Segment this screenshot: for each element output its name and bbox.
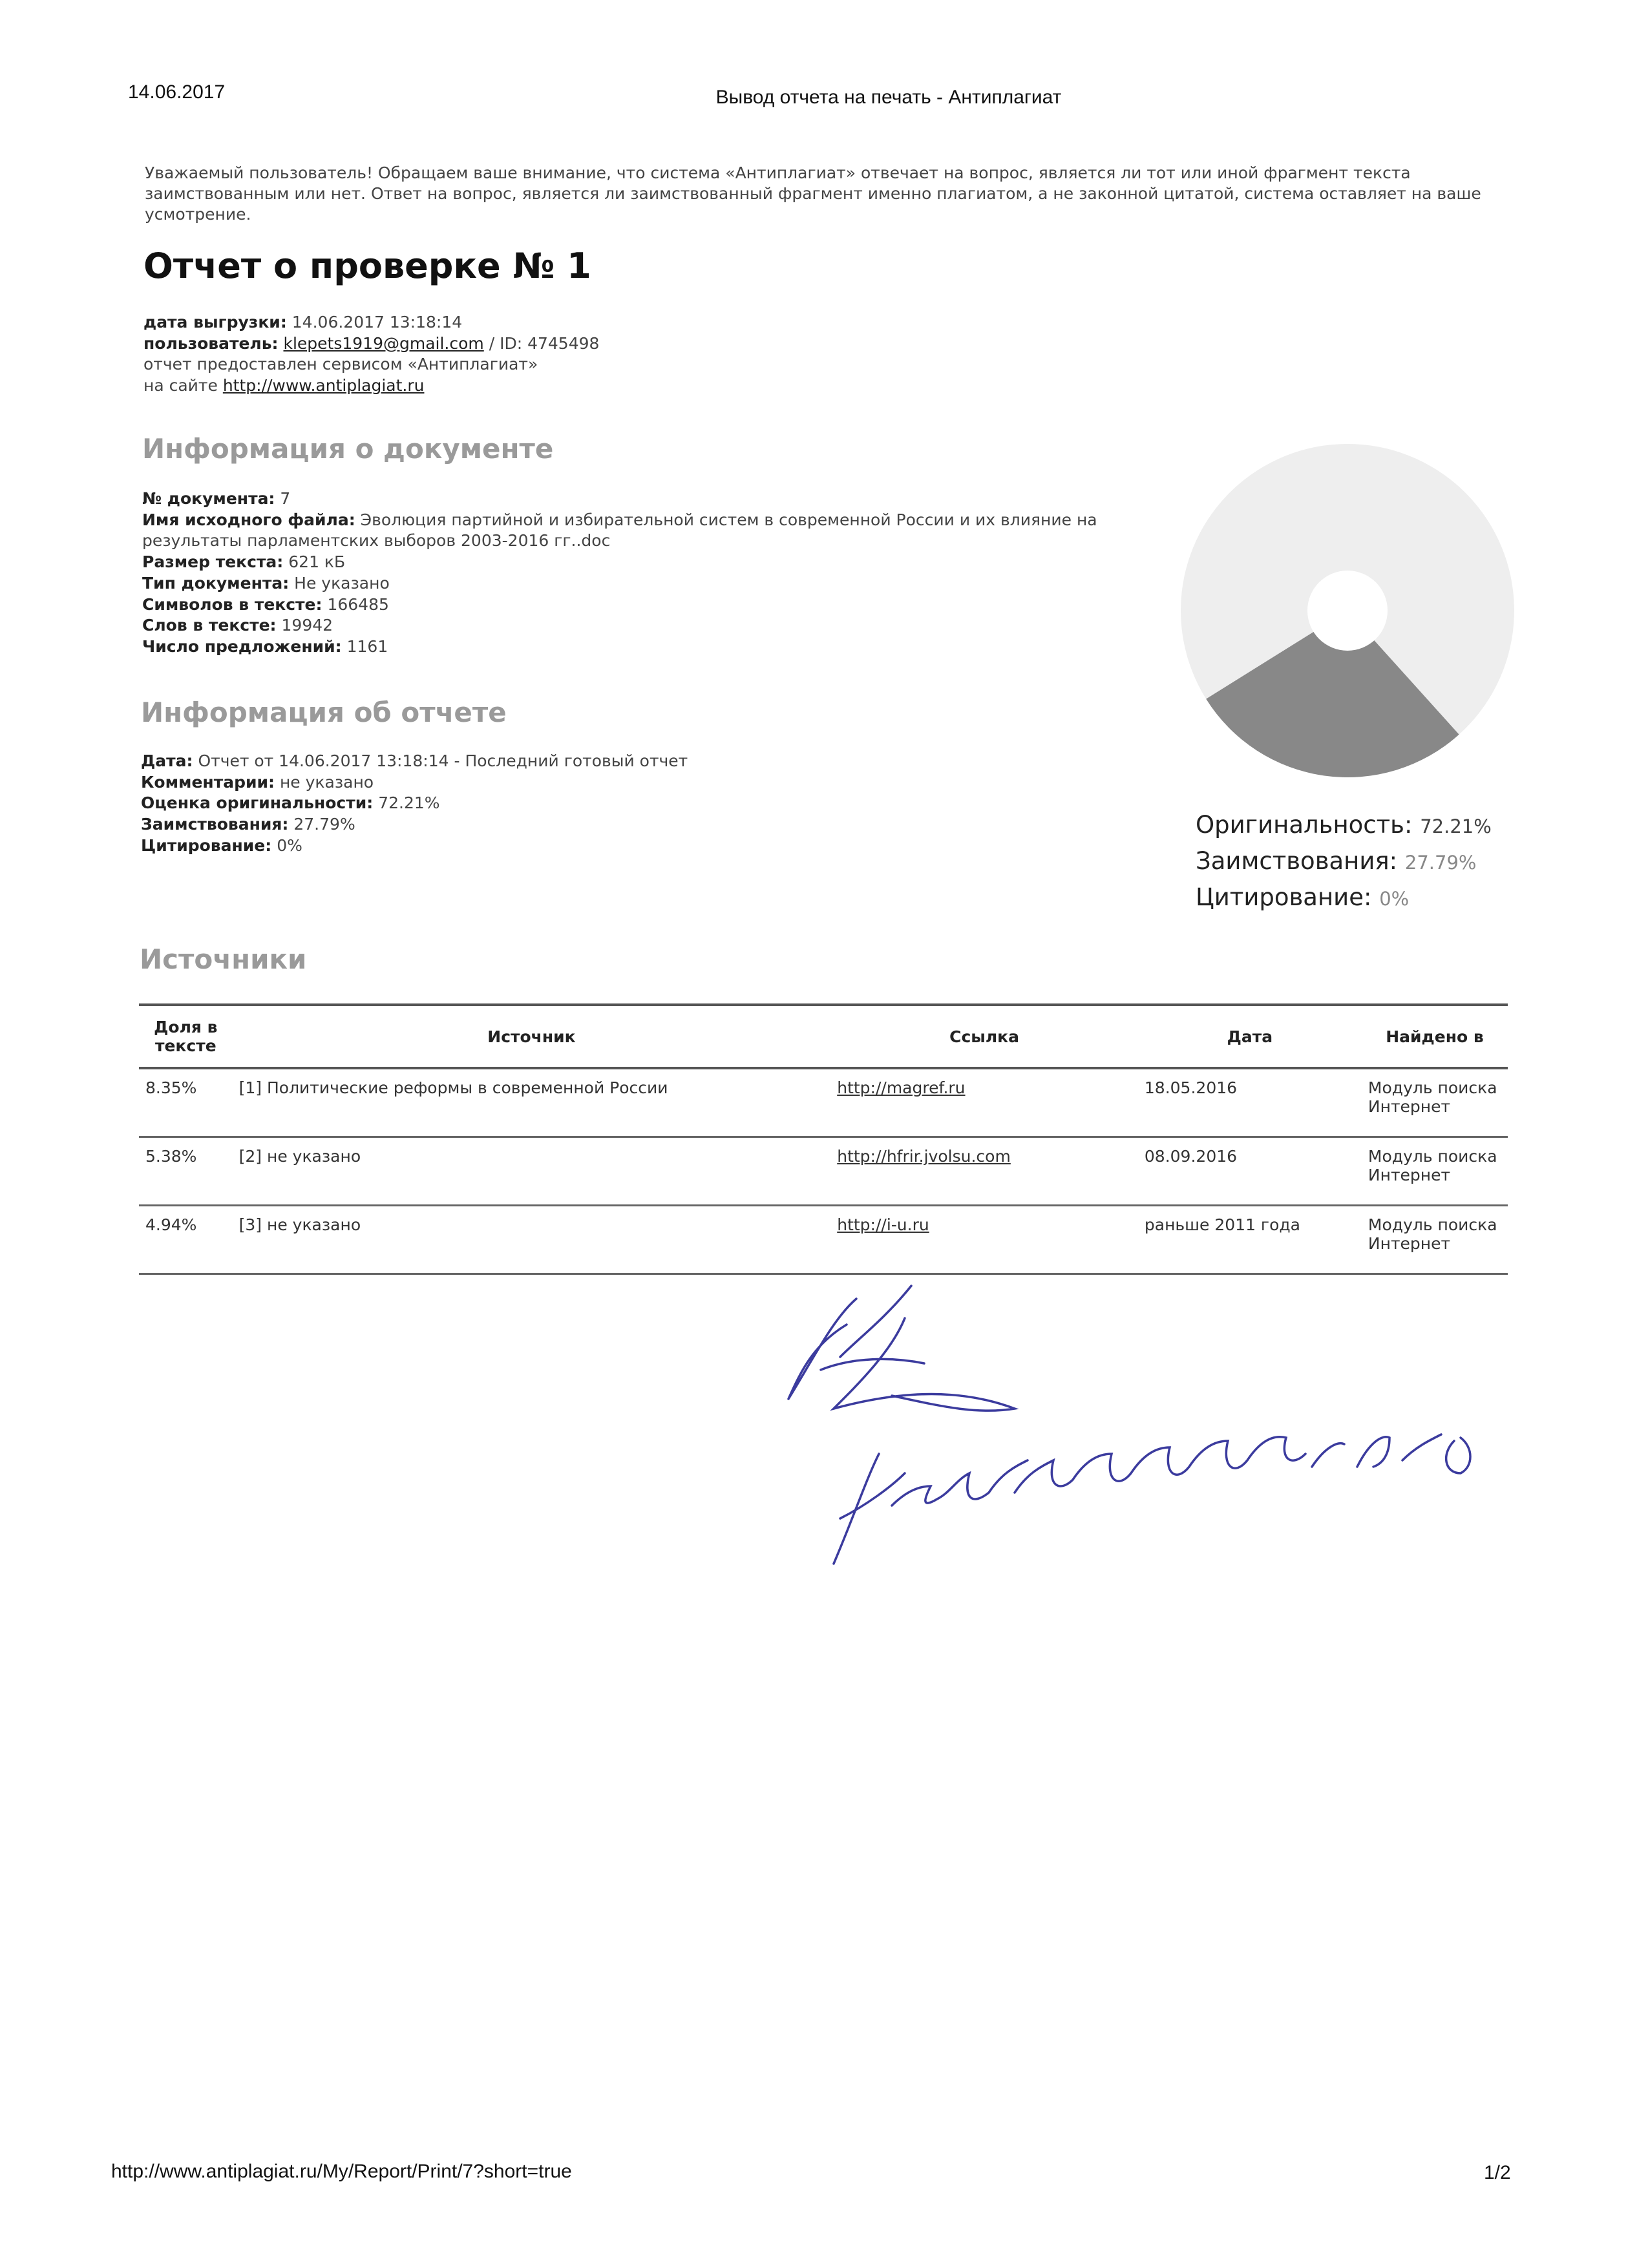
legend-value: 0% [1379, 888, 1410, 910]
source-cell: [3] не указано [233, 1206, 831, 1274]
column-header: Ссылка [830, 1005, 1138, 1068]
report-meta [143, 312, 599, 397]
originality-pie-chart [1176, 439, 1519, 782]
found-in-cell: Модуль поиска Интернет [1362, 1206, 1508, 1274]
info-value: Отчет от 14.06.2017 13:18:14 - Последний готовый отчет [198, 751, 688, 770]
info-label: Тип документа: [142, 573, 290, 593]
info-value: Не указано [294, 573, 390, 593]
info-label: Число предложений: [142, 636, 342, 656]
info-label: Оценка оригинальности: [141, 793, 374, 813]
legend-item [1196, 808, 1492, 844]
info-row [142, 615, 1125, 636]
info-value: 1161 [346, 636, 388, 656]
info-value: 72.21% [378, 793, 440, 813]
info-value: 166485 [327, 594, 389, 614]
info-row [141, 751, 1110, 772]
meta-label: дата выгрузки: [143, 313, 287, 331]
info-value: 27.79% [293, 815, 355, 834]
share-cell: 4.94% [139, 1206, 233, 1274]
date-cell: раньше 2011 года [1138, 1206, 1362, 1274]
table-row [139, 1068, 1508, 1137]
info-row [142, 594, 1125, 616]
report-info-list [141, 751, 1110, 857]
info-label: Цитирование: [141, 835, 272, 855]
link-cell [830, 1068, 1138, 1137]
found-in-cell: Модуль поиска Интернет [1362, 1068, 1508, 1137]
footer-page-number: 1/2 [1484, 2162, 1511, 2183]
legend-value: 72.21% [1420, 815, 1492, 837]
pie-legend [1196, 808, 1492, 916]
report-info-heading: Информация об отчете [141, 697, 507, 728]
source-link[interactable]: http://magref.ru [837, 1078, 966, 1097]
legend-item [1196, 844, 1492, 880]
date-cell: 18.05.2016 [1138, 1068, 1362, 1137]
handwritten-signature [743, 1260, 1551, 1609]
found-in-cell: Модуль поиска Интернет [1362, 1137, 1508, 1206]
info-row [142, 488, 1125, 510]
sources-table [139, 1003, 1508, 1275]
info-row [141, 814, 1110, 835]
share-cell: 5.38% [139, 1137, 233, 1206]
info-row [141, 793, 1110, 814]
source-link[interactable]: http://hfrir.jvolsu.com [837, 1147, 1011, 1166]
doc-info-heading: Информация о документе [142, 433, 554, 465]
share-cell: 8.35% [139, 1068, 233, 1137]
info-label: Заимствования: [141, 815, 289, 834]
source-cell: [1] Политические реформы в современной России [233, 1068, 831, 1137]
sources-heading: Источники [140, 943, 307, 975]
date-cell: 08.09.2016 [1138, 1137, 1362, 1206]
report-title: Отчет о проверке № 1 [143, 246, 591, 286]
column-header: Доля в тексте [139, 1005, 233, 1068]
info-label: Дата: [141, 751, 193, 770]
info-value: 7 [280, 489, 291, 508]
export-date: 14.06.2017 13:18:14 [291, 313, 463, 331]
info-label: Имя исходного файла: [142, 510, 355, 529]
legend-value: 27.79% [1404, 852, 1477, 874]
print-title: Вывод отчета на печать - Антиплагиат [715, 87, 1062, 108]
info-label: Размер текста: [142, 552, 284, 572]
info-row [141, 835, 1110, 857]
footer-url: http://www.antiplagiat.ru/My/Report/Print/7?short=true [111, 2161, 572, 2182]
source-link[interactable]: http://i-u.ru [837, 1215, 929, 1234]
site-label: на сайте [143, 376, 218, 395]
info-value: не указано [279, 772, 374, 792]
meta-label: пользователь: [143, 333, 279, 353]
provided-by: отчет предоставлен сервисом «Антиплагиат» [143, 355, 538, 374]
source-cell: [2] не указано [233, 1137, 831, 1206]
site-link[interactable]: http://www.antiplagiat.ru [222, 376, 425, 395]
info-label: Символов в тексте: [142, 594, 322, 614]
info-label: Комментарии: [141, 772, 275, 792]
doc-info-list [142, 488, 1125, 658]
legend-label: Заимствования: [1196, 847, 1398, 875]
info-row [142, 636, 1125, 658]
info-value: 621 кБ [288, 552, 346, 572]
info-value: 19942 [281, 616, 333, 635]
legend-label: Оригинальность: [1196, 811, 1413, 839]
link-cell [830, 1137, 1138, 1206]
info-row [142, 573, 1125, 594]
info-value: 0% [277, 835, 302, 855]
info-row [141, 772, 1110, 793]
print-date: 14.06.2017 [128, 81, 226, 103]
user-email-link[interactable]: klepets1919@gmail.com [283, 333, 484, 353]
info-row [142, 552, 1125, 573]
info-value: Эволюция партийной и избирательной систем в современной России и их влияние на результаты парламентских выборов 2003-2016 гг..doc [142, 510, 1097, 551]
column-header: Источник [233, 1005, 831, 1068]
column-header: Дата [1138, 1005, 1362, 1068]
table-row [139, 1137, 1508, 1206]
legend-item [1196, 880, 1492, 916]
info-row [142, 510, 1125, 552]
info-label: Слов в тексте: [142, 616, 277, 635]
pie-center-hole [1307, 571, 1388, 651]
user-id: / ID: 4745498 [489, 333, 600, 353]
column-header: Найдено в [1362, 1005, 1508, 1068]
info-label: № документа: [142, 489, 275, 508]
notice-text: Уважаемый пользователь! Обращаем ваше внимание, что система «Антиплагиат» отвечает на вопрос, является ли тот или иной фрагмент текста заимствованным или нет. Ответ на вопрос, является ли заимствованный фрагмент именно плагиатом, а не законной цитатой, система оставляет на ваше усмотрение. [145, 163, 1481, 224]
legend-label: Цитирование: [1196, 883, 1372, 911]
